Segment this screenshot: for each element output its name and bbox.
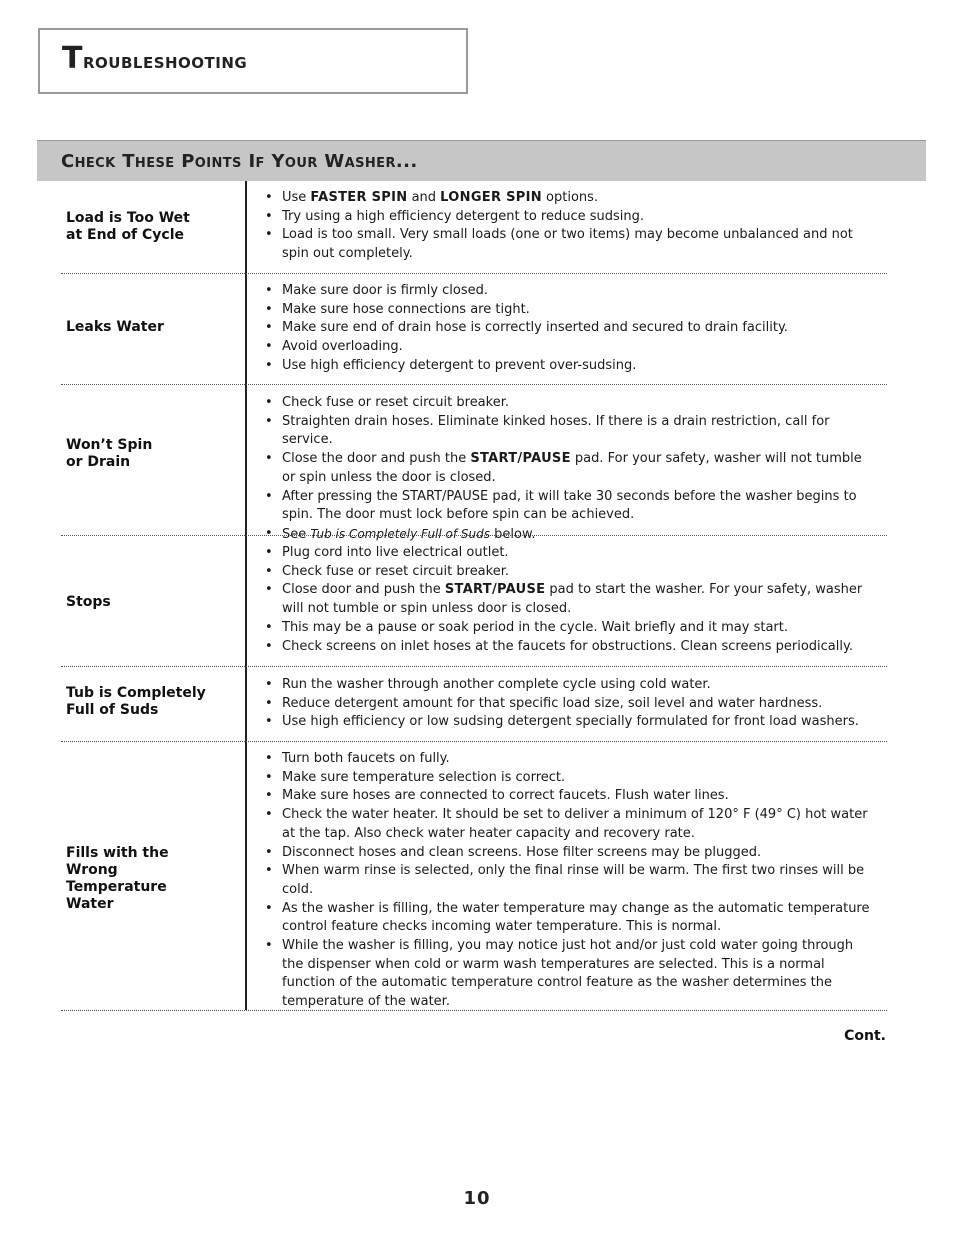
solution-text: Close door and push the <box>282 582 445 598</box>
solution-text: Make sure door is firmly closed. <box>282 283 489 298</box>
solution-text: Use <box>282 190 311 205</box>
solution-item <box>262 676 877 695</box>
solution-item <box>262 750 877 769</box>
table-row <box>61 385 887 542</box>
solution-item <box>262 301 877 320</box>
solution-text: options. <box>541 190 599 205</box>
emphasized-term: START/PAUSE <box>470 451 571 467</box>
solution-item <box>262 488 877 525</box>
solution-item <box>262 581 877 618</box>
page-title-box <box>38 28 468 94</box>
table-row <box>61 274 887 385</box>
solution-text: Load is too small. Very small loads (one or two items) may become unbalanced and not spin out completely. <box>282 227 853 262</box>
solution-text: Try using a high efficiency detergent to reduce sudsing. <box>282 208 645 224</box>
solution-text: below. <box>490 526 536 542</box>
solution-text: Check screens on inlet hoses at the faucets for obstructions. Clean screens periodically. <box>282 638 853 654</box>
solution-item <box>262 394 877 413</box>
solution-item <box>262 338 877 357</box>
solution-item <box>262 319 877 338</box>
solution-text: pad. For your safety, washer will not tumble or spin unless the door is closed. <box>282 451 862 485</box>
solution-item <box>262 806 877 843</box>
emphasized-term: FASTER SPIN <box>310 190 408 205</box>
solution-item <box>262 282 877 301</box>
solution-text: Reduce detergent amount for that specific load size, soil level and water hardness. <box>282 695 823 711</box>
solution-list <box>262 544 877 656</box>
solution-text: Close the door and push the <box>282 451 471 467</box>
page-title-initial: T <box>62 41 83 76</box>
solution-text: As the washer is filling, the water temperature may change as the automatic temperature control feature checks incoming water temperature. This is normal. <box>282 900 870 935</box>
section-header-bar <box>37 140 926 181</box>
solution-text: Make sure hoses are connected to correct faucets. Flush water lines. <box>282 788 729 804</box>
solution-text: While the washer is filling, you may notice just hot and/or just cold water going through the dispenser when cold or warm wash temperatures are selected. This is a normal function of the automatic temperature control feature as the washer determines the temperature of the water. <box>282 938 854 1010</box>
emphasized-term: LONGER SPIN <box>440 190 542 205</box>
emphasized-term: START/PAUSE <box>444 582 546 598</box>
solution-text: Check the water heater. It should be set to deliver a minimum of 120° F (49° C) hot water at the tap. Also check water heater capacity and recovery rate. <box>282 807 868 841</box>
solution-text: Turn both faucets on fully. <box>282 751 450 766</box>
solution-item <box>262 208 877 227</box>
solution-item <box>262 226 877 263</box>
table-row <box>61 536 887 667</box>
solution-text: This may be a pause or soak period in the cycle. Wait briefly and it may start. <box>282 619 788 635</box>
page-title <box>62 41 248 76</box>
solution-text: Make sure temperature selection is correct. <box>282 769 566 785</box>
solution-text: Make sure hose connections are tight. <box>282 301 530 317</box>
solution-item <box>262 787 877 806</box>
solution-list <box>262 189 877 264</box>
solution-list <box>262 282 877 376</box>
solution-item <box>262 413 877 450</box>
solution-text: Disconnect hoses and clean screens. Hose filter screens may be plugged. <box>282 844 762 860</box>
problem-label: Tub is Completely Full of Suds <box>66 685 206 718</box>
continued-label: Cont. <box>844 1028 886 1044</box>
problem-label: Stops <box>66 594 111 610</box>
problem-label: Load is Too Wet at End of Cycle <box>66 210 190 243</box>
solution-text: Run the washer through another complete cycle using cold water. <box>282 677 711 692</box>
solution-item <box>262 695 877 714</box>
solution-text: Check fuse or reset circuit breaker. <box>282 563 509 579</box>
page-number: 10 <box>463 1188 491 1209</box>
table-row <box>61 742 887 1011</box>
problem-label: Won’t Spin or Drain <box>66 437 153 470</box>
solution-item <box>262 900 877 937</box>
solution-list <box>262 394 877 545</box>
solution-text: See <box>282 526 311 542</box>
solution-item <box>262 713 877 732</box>
solution-item <box>262 638 877 657</box>
solution-text: Straighten drain hoses. Eliminate kinked hoses. If there is a drain restriction, call for service. <box>282 413 830 448</box>
solution-text: Use high efficiency detergent to prevent over-sudsing. <box>282 357 637 373</box>
solution-item <box>262 544 877 563</box>
solution-text: Use high efficiency or low sudsing detergent specially formulated for front load washers. <box>282 714 859 730</box>
solution-text: Avoid overloading. <box>282 339 403 355</box>
solution-item <box>262 450 877 487</box>
problem-label: Leaks Water <box>66 319 164 335</box>
solution-text: Check fuse or reset circuit breaker. <box>282 395 509 410</box>
page-title-rest: roubleshooting <box>82 49 248 73</box>
solution-item <box>262 862 877 899</box>
solution-text: and <box>407 190 441 205</box>
solution-item <box>262 189 877 208</box>
solution-text: After pressing the START/PAUSE pad, it will take 30 seconds before the washer begins to spin. The door must lock before spin can be achieved. <box>282 488 857 523</box>
solution-item <box>262 563 877 582</box>
solution-list <box>262 750 877 1012</box>
solution-text: pad to start the washer. For your safety, washer will not tumble or spin unless door is closed. <box>282 582 863 617</box>
solution-list <box>262 676 877 732</box>
solution-item <box>262 769 877 788</box>
solution-text: When warm rinse is selected, only the final rinse will be warm. The first two rinses will be cold. <box>282 863 865 897</box>
solution-text: Plug cord into live electrical outlet. <box>282 545 509 560</box>
solution-item <box>262 937 877 1012</box>
section-title: Check These Points If Your Washer... <box>61 151 418 172</box>
solution-item <box>262 844 877 863</box>
table-row <box>61 181 887 274</box>
problem-label: Fills with the Wrong Temperature Water <box>66 845 169 912</box>
cross-reference: Tub is Completely Full of Suds <box>310 526 491 541</box>
solution-text: Make sure end of drain hose is correctly inserted and secured to drain facility. <box>282 320 788 336</box>
solution-item <box>262 619 877 638</box>
solution-item <box>262 357 877 376</box>
table-row <box>61 667 887 742</box>
